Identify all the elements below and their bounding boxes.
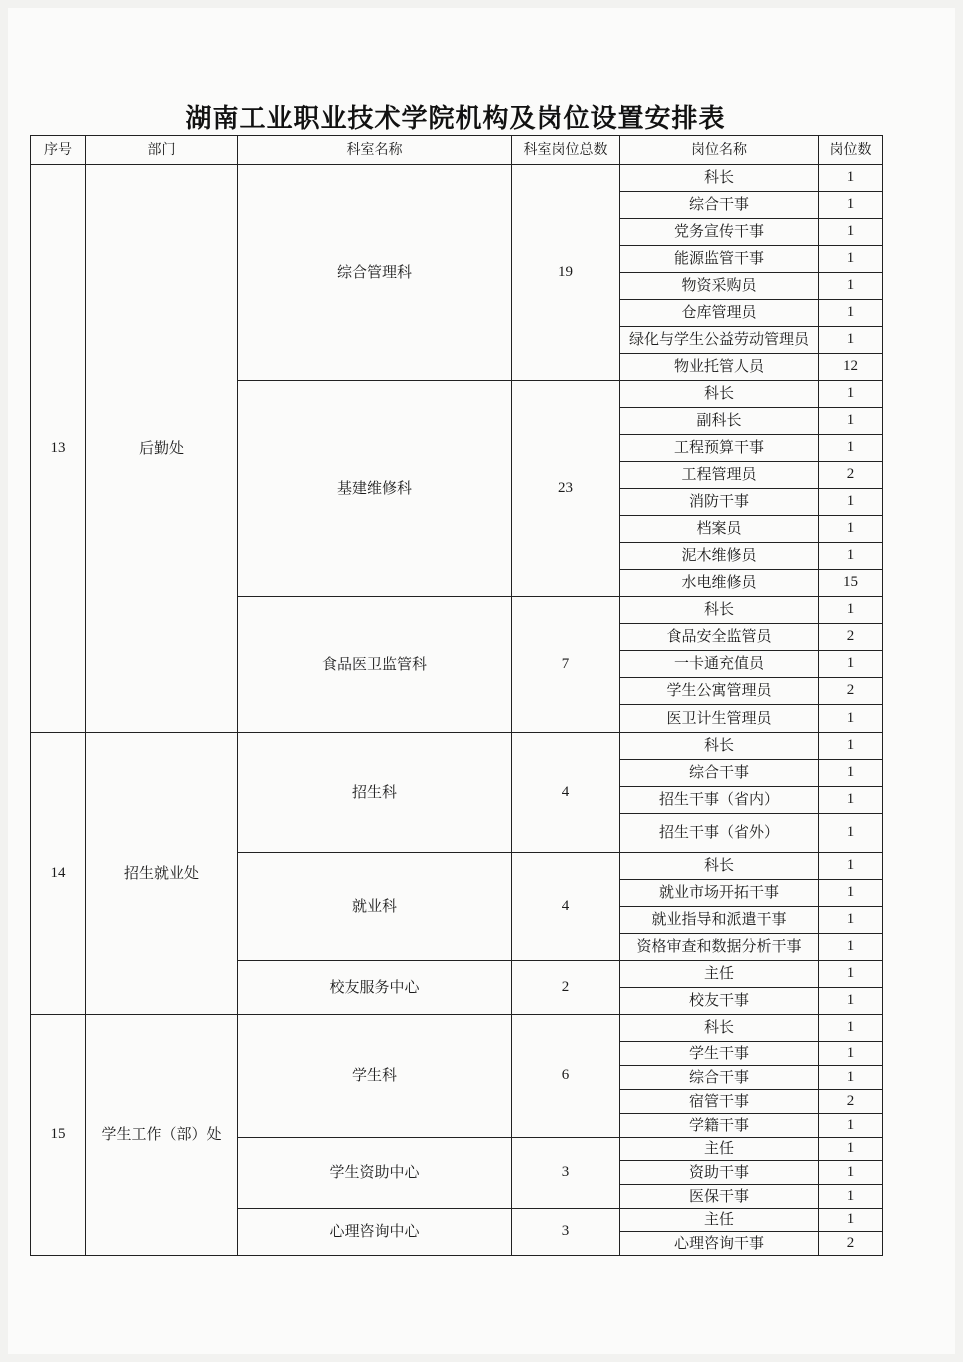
post-name-cell: 科长: [620, 1015, 819, 1042]
office-name-cell: 食品医卫监管科: [238, 597, 512, 733]
post-count-cell: 1: [819, 1138, 883, 1161]
post-name-cell: 综合干事: [620, 1066, 819, 1090]
dept-cell: 学生工作（部）处: [86, 1015, 238, 1256]
post-count-cell: 1: [819, 961, 883, 988]
post-name-cell: 党务宣传干事: [620, 219, 819, 246]
post-name-cell: 能源监管干事: [620, 246, 819, 273]
post-count-cell: 1: [819, 381, 883, 408]
header-post: 岗位名称: [620, 136, 819, 165]
office-name-cell: 心理咨询中心: [238, 1209, 512, 1256]
post-name-cell: 科长: [620, 597, 819, 624]
post-name-cell: 主任: [620, 961, 819, 988]
post-name-cell: 宿管干事: [620, 1090, 819, 1114]
post-count-cell: 1: [819, 192, 883, 219]
post-name-cell: 学籍干事: [620, 1114, 819, 1138]
header-office-total: 科室岗位总数: [512, 136, 620, 165]
post-count-cell: 2: [819, 1090, 883, 1114]
post-count-cell: 12: [819, 354, 883, 381]
header-seq: 序号: [31, 136, 86, 165]
post-count-cell: 1: [819, 300, 883, 327]
post-name-cell: 工程预算干事: [620, 435, 819, 462]
header-dept: 部门: [86, 136, 238, 165]
position-table: [30, 135, 883, 1256]
post-name-cell: 绿化与学生公益劳动管理员: [620, 327, 819, 354]
post-name-cell: 档案员: [620, 516, 819, 543]
post-count-cell: 1: [819, 489, 883, 516]
table-row: [31, 1015, 883, 1042]
post-count-cell: 15: [819, 570, 883, 597]
table-row: [31, 165, 883, 192]
office-total-cell: 4: [512, 853, 620, 961]
post-name-cell: 一卡通充值员: [620, 651, 819, 678]
post-count-cell: 1: [819, 1114, 883, 1138]
post-count-cell: 1: [819, 408, 883, 435]
post-name-cell: 消防干事: [620, 489, 819, 516]
post-count-cell: 1: [819, 327, 883, 354]
post-name-cell: 学生公寓管理员: [620, 678, 819, 705]
post-count-cell: 1: [819, 273, 883, 300]
header-row: [31, 136, 883, 165]
post-name-cell: 资格审查和数据分析干事: [620, 934, 819, 961]
post-name-cell: 就业市场开拓干事: [620, 880, 819, 907]
post-name-cell: 医卫计生管理员: [620, 705, 819, 733]
post-name-cell: 招生干事（省外）: [620, 814, 819, 853]
office-total-cell: 6: [512, 1015, 620, 1138]
post-name-cell: 物业托管人员: [620, 354, 819, 381]
post-name-cell: 心理咨询干事: [620, 1232, 819, 1256]
post-name-cell: 招生干事（省内）: [620, 787, 819, 814]
post-count-cell: 1: [819, 1066, 883, 1090]
post-count-cell: 1: [819, 907, 883, 934]
office-total-cell: 19: [512, 165, 620, 381]
office-name-cell: 学生科: [238, 1015, 512, 1138]
table-row: [31, 733, 883, 760]
office-name-cell: 综合管理科: [238, 165, 512, 381]
post-count-cell: 2: [819, 1232, 883, 1256]
post-name-cell: 主任: [620, 1138, 819, 1161]
post-name-cell: 科长: [620, 165, 819, 192]
post-count-cell: 2: [819, 678, 883, 705]
post-count-cell: 1: [819, 934, 883, 961]
post-count-cell: 1: [819, 246, 883, 273]
post-count-cell: 1: [819, 880, 883, 907]
post-count-cell: 1: [819, 651, 883, 678]
post-count-cell: 2: [819, 462, 883, 489]
post-count-cell: 2: [819, 624, 883, 651]
seq-cell: 14: [31, 733, 86, 1015]
post-name-cell: 仓库管理员: [620, 300, 819, 327]
post-count-cell: 1: [819, 219, 883, 246]
post-name-cell: 就业指导和派遣干事: [620, 907, 819, 934]
post-count-cell: 1: [819, 165, 883, 192]
office-total-cell: 3: [512, 1209, 620, 1256]
dept-cell: 后勤处: [86, 165, 238, 733]
office-total-cell: 2: [512, 961, 620, 1015]
post-name-cell: 综合干事: [620, 760, 819, 787]
office-name-cell: 校友服务中心: [238, 961, 512, 1015]
office-total-cell: 3: [512, 1138, 620, 1209]
post-name-cell: 科长: [620, 853, 819, 880]
post-count-cell: 1: [819, 787, 883, 814]
post-count-cell: 1: [819, 1185, 883, 1209]
office-name-cell: 基建维修科: [238, 381, 512, 597]
office-total-cell: 23: [512, 381, 620, 597]
post-name-cell: 泥木维修员: [620, 543, 819, 570]
post-count-cell: 1: [819, 1015, 883, 1042]
office-total-cell: 7: [512, 597, 620, 733]
post-name-cell: 学生干事: [620, 1042, 819, 1066]
post-name-cell: 副科长: [620, 408, 819, 435]
post-count-cell: 1: [819, 733, 883, 760]
post-count-cell: 1: [819, 705, 883, 733]
office-name-cell: 学生资助中心: [238, 1138, 512, 1209]
post-count-cell: 1: [819, 597, 883, 624]
header-office: 科室名称: [238, 136, 512, 165]
post-name-cell: 综合干事: [620, 192, 819, 219]
post-count-cell: 1: [819, 435, 883, 462]
office-name-cell: 就业科: [238, 853, 512, 961]
post-name-cell: 科长: [620, 733, 819, 760]
post-name-cell: 物资采购员: [620, 273, 819, 300]
seq-cell: 15: [31, 1015, 86, 1256]
post-name-cell: 工程管理员: [620, 462, 819, 489]
dept-cell: 招生就业处: [86, 733, 238, 1015]
post-name-cell: 医保干事: [620, 1185, 819, 1209]
post-count-cell: 1: [819, 760, 883, 787]
office-total-cell: 4: [512, 733, 620, 853]
table-body: [31, 165, 883, 1256]
post-name-cell: 食品安全监管员: [620, 624, 819, 651]
post-name-cell: 主任: [620, 1209, 819, 1232]
post-count-cell: 1: [819, 1209, 883, 1232]
post-count-cell: 1: [819, 814, 883, 853]
seq-cell: 13: [31, 165, 86, 733]
header-count: 岗位数: [819, 136, 883, 165]
post-count-cell: 1: [819, 1161, 883, 1185]
post-name-cell: 校友干事: [620, 988, 819, 1015]
post-count-cell: 1: [819, 853, 883, 880]
post-name-cell: 水电维修员: [620, 570, 819, 597]
post-count-cell: 1: [819, 1042, 883, 1066]
office-name-cell: 招生科: [238, 733, 512, 853]
post-count-cell: 1: [819, 543, 883, 570]
post-count-cell: 1: [819, 516, 883, 543]
document-title: 湖南工业职业技术学院机构及岗位设置安排表: [185, 104, 726, 134]
post-count-cell: 1: [819, 988, 883, 1015]
post-name-cell: 科长: [620, 381, 819, 408]
post-name-cell: 资助干事: [620, 1161, 819, 1185]
